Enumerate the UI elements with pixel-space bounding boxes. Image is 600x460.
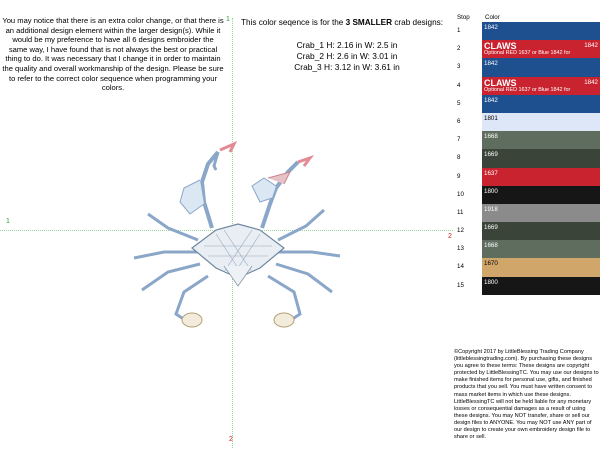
- stop-number: 9: [457, 172, 461, 180]
- color-stop-row: [454, 222, 600, 240]
- thread-code: 1800: [484, 187, 498, 195]
- color-swatch: [482, 149, 600, 167]
- sequence-heading-prefix: This color seqence is for the: [240, 18, 346, 27]
- design-note: You may notice that there is an extra color change, or that there is an additional design element within the larger design(s). While it would be my preference to have all 6 designs embroider the same way, I have found that is not always the best or practical thing to do. It was necessary that I change it in order to maintain the quality and overall workmanship of the design. Please be sure to refer to the correct color sequence when programming your colors.: [2, 16, 224, 93]
- color-stop-row: [454, 186, 600, 204]
- swatch-option-note: Optional RED 1637 or Blue 1842 for: [484, 86, 571, 93]
- thread-code: 1842: [584, 78, 598, 86]
- thread-code: 1842: [484, 96, 498, 104]
- stop-number: 11: [457, 208, 464, 216]
- stop-number: 3: [457, 63, 461, 71]
- thread-code: 1668: [484, 133, 498, 141]
- color-stop-row: [454, 131, 600, 149]
- thread-code: 1800: [484, 278, 498, 286]
- color-swatch: [482, 277, 600, 295]
- crab-size-3: Crab_3 H: 3.12 in W: 3.61 in: [294, 62, 400, 72]
- crab-embroidery-illustration: [128, 140, 346, 332]
- color-swatch: [482, 95, 600, 113]
- swatch-option-note: Optional RED 1637 or Blue 1842 for: [484, 50, 571, 57]
- stop-number: 5: [457, 99, 461, 107]
- swimmer-paddles: [182, 313, 294, 327]
- thread-code: 1842: [484, 24, 498, 31]
- color-swatch: [482, 222, 600, 240]
- color-stop-row: [454, 113, 600, 131]
- thread-code: 1801: [484, 114, 498, 122]
- copyright-notice: ©Copyright 2017 by LittleBlessing Trading Company (littleblessingtrading.com). By purchasing these designs you agree to these terms: These designs are copyright protected by LittleBlessingTC. You may use our designs to make finished items for personal use, gifts, and finished products that you sell. You must have written consent to mass market items in which use these designs. LittleBlessingTC will not be held liable for any monetary losses or consequential damages as a result of using these designs. You may NOT transfer, share or sell our design files to ANYONE. You may NOT use ANY part of our design to create your own embroidery design file to share or sell.: [454, 349, 599, 441]
- color-swatch: [482, 58, 600, 76]
- crab-size-1: Crab_1 H: 2.16 in W: 2.5 in: [296, 40, 398, 50]
- color-stop-row: [454, 168, 600, 186]
- stop-column-header: Stop: [457, 14, 470, 21]
- color-swatch: [482, 240, 600, 258]
- color-stop-row: [454, 22, 600, 40]
- stop-number: 8: [457, 154, 461, 162]
- color-swatch: [482, 40, 600, 58]
- swatch-label: CLAWS: [484, 41, 517, 52]
- thread-code: 1669: [484, 224, 498, 232]
- left-legs: [134, 214, 208, 322]
- color-swatch: [482, 113, 600, 131]
- color-swatch: [482, 168, 600, 186]
- color-swatch: [482, 186, 600, 204]
- color-swatch: [482, 22, 600, 40]
- crab-size-2: Crab_2 H: 2.6 in W: 3.01 in: [296, 51, 398, 61]
- sequence-heading-emphasis: 3 SMALLER: [345, 18, 393, 27]
- color-table-header: [454, 14, 600, 22]
- stop-number: 1: [457, 27, 461, 34]
- stop-number: 4: [457, 81, 461, 89]
- stop-number: 14: [457, 263, 464, 271]
- thread-code: 1670: [484, 260, 498, 268]
- right-legs: [268, 210, 340, 322]
- color-stop-row: [454, 240, 600, 258]
- stop-number: 10: [457, 190, 464, 198]
- thread-code: 1669: [484, 151, 498, 159]
- guide-marker-left: 1: [6, 218, 10, 225]
- sequence-heading: [232, 18, 452, 27]
- thread-code: 1637: [484, 169, 498, 177]
- thread-code: 1918: [484, 205, 498, 213]
- stop-number: 7: [457, 136, 461, 144]
- color-column-header: Color: [485, 14, 500, 21]
- swatch-label: CLAWS: [484, 77, 517, 88]
- sequence-heading-suffix: crab designs:: [392, 18, 444, 27]
- color-swatch: [482, 77, 600, 95]
- stop-number: 15: [457, 281, 464, 289]
- color-sequence-table: [454, 14, 600, 295]
- guide-marker-right: 2: [448, 233, 452, 240]
- guide-marker-bottom: 2: [229, 436, 233, 443]
- right-claw: [252, 158, 310, 228]
- color-swatch: [482, 204, 600, 222]
- color-swatch: [482, 258, 600, 276]
- thread-code: 1668: [484, 242, 498, 250]
- color-stop-row: [454, 58, 600, 76]
- color-swatch: [482, 131, 600, 149]
- color-stop-row: [454, 149, 600, 167]
- color-stop-row: [454, 77, 600, 95]
- color-stop-row: [454, 258, 600, 276]
- stop-number: 13: [457, 245, 464, 253]
- color-stop-row: [454, 204, 600, 222]
- stop-number: 6: [457, 117, 461, 125]
- left-claw: [180, 144, 234, 228]
- thread-code: 1842: [584, 42, 598, 50]
- color-stop-row: [454, 277, 600, 295]
- color-stop-row: [454, 40, 600, 58]
- stop-number: 2: [457, 45, 461, 53]
- color-stop-row: [454, 95, 600, 113]
- crab-size-list: [282, 40, 412, 73]
- stop-number: 12: [457, 227, 464, 235]
- thread-code: 1842: [484, 60, 498, 68]
- guide-marker-top: 1: [226, 16, 230, 23]
